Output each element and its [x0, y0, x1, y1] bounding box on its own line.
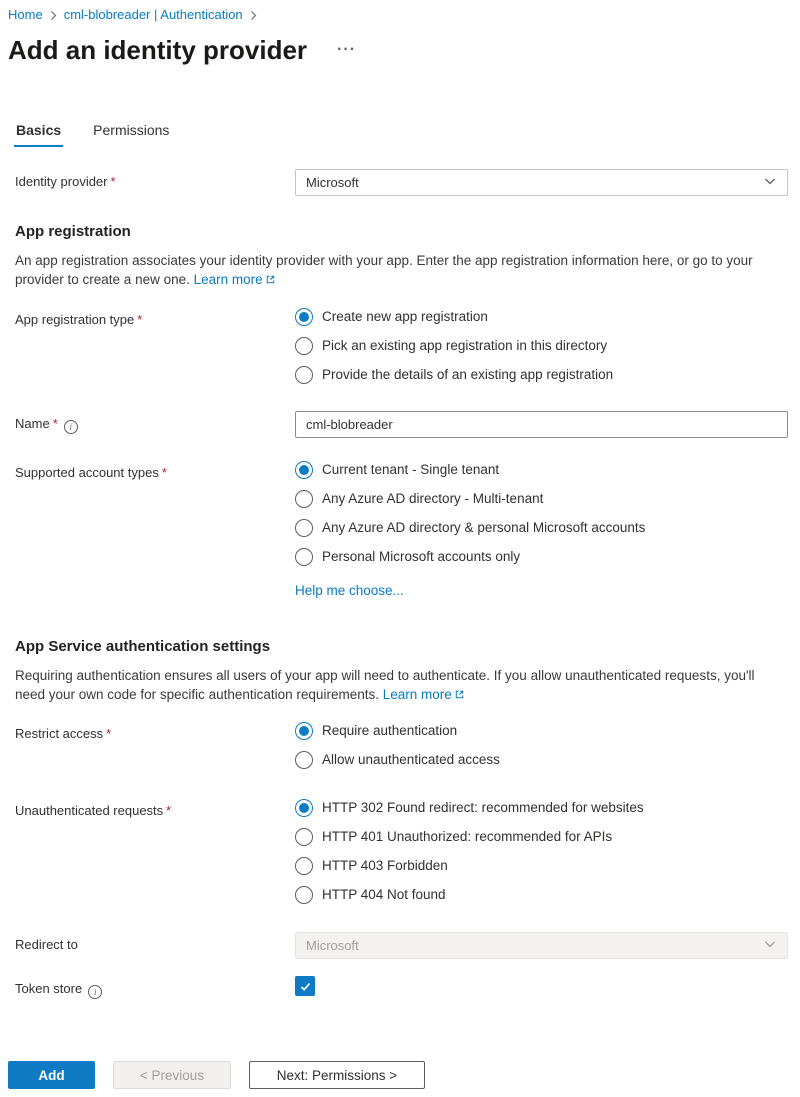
name-label: Name * i [15, 411, 295, 434]
radio-unselected-icon [295, 548, 313, 566]
radio-any-azuread-and-personal[interactable]: Any Azure AD directory & personal Microsoft accounts [295, 518, 788, 537]
required-asterisk: * [52, 416, 58, 431]
radio-allow-unauthenticated[interactable]: Allow unauthenticated access [295, 750, 788, 769]
section-heading-auth-settings: App Service authentication settings [15, 638, 271, 655]
unauthenticated-requests-radio-group [295, 798, 788, 914]
chevron-right-icon [249, 10, 258, 21]
redirect-to-select [295, 932, 788, 959]
unauthenticated-requests-label: Unauthenticated requests * [15, 803, 172, 818]
next-permissions-button[interactable]: Next: Permissions > [249, 1061, 425, 1089]
section-heading-app-registration: App registration [15, 223, 131, 240]
radio-provide-details-existing-app[interactable]: Provide the details of an existing app registration [295, 365, 788, 384]
redirect-to-label: Redirect to [15, 937, 78, 952]
supported-account-types-label: Supported account types * [15, 465, 167, 480]
token-store-label: Token storei [15, 976, 295, 999]
radio-unselected-icon [295, 366, 313, 384]
breadcrumb-link-home[interactable]: Home [8, 7, 43, 22]
radio-create-new-app-registration[interactable]: Create new app registration [295, 307, 788, 326]
radio-unselected-icon [295, 519, 313, 537]
breadcrumb [8, 0, 788, 22]
required-asterisk: * [161, 465, 167, 480]
radio-selected-icon [295, 722, 313, 740]
more-options-button[interactable]: ··· [337, 41, 357, 58]
identity-provider-select[interactable] [295, 169, 788, 196]
field-unauthenticated-requests [15, 798, 788, 914]
field-redirect-to [15, 932, 788, 959]
supported-account-types-radio-group [295, 460, 788, 576]
identity-provider-label: Identity provider * [15, 174, 116, 189]
learn-more-link[interactable]: Learn more [382, 687, 452, 702]
radio-selected-icon [295, 308, 313, 326]
radio-http-302[interactable]: HTTP 302 Found redirect: recommended for websites [295, 798, 788, 817]
radio-unselected-icon [295, 490, 313, 508]
tab-permissions[interactable]: Permissions [93, 122, 170, 138]
chevron-right-icon [49, 10, 58, 21]
radio-unselected-icon [295, 828, 313, 846]
radio-http-401[interactable]: HTTP 401 Unauthorized: recommended for APIs [295, 827, 788, 846]
app-registration-type-radio-group [295, 307, 788, 394]
field-token-store [15, 976, 788, 999]
field-identity-provider [15, 169, 788, 196]
chevron-down-icon [763, 174, 777, 191]
radio-require-authentication[interactable]: Require authentication [295, 721, 788, 740]
app-registration-description: An app registration associates your identity provider with your app. Enter the app registration information here, or go to your provider to create a new one. Learn more [15, 251, 788, 290]
field-supported-account-types [15, 460, 788, 598]
required-asterisk: * [106, 726, 112, 741]
external-link-icon [265, 271, 276, 290]
page-title: Add an identity provider [8, 35, 308, 65]
name-input-value: cml-blobreader [306, 417, 393, 432]
field-app-registration-type [15, 307, 788, 394]
info-icon[interactable] [88, 985, 102, 999]
radio-any-azuread-multitenant[interactable]: Any Azure AD directory - Multi-tenant [295, 489, 788, 508]
radio-selected-icon [295, 799, 313, 817]
redirect-to-value: Microsoft [306, 938, 359, 953]
info-icon[interactable] [64, 420, 78, 434]
radio-unselected-icon [295, 751, 313, 769]
help-me-choose-link[interactable]: Help me choose... [295, 583, 404, 598]
learn-more-link[interactable]: Learn more [193, 272, 263, 287]
name-input[interactable] [295, 411, 788, 438]
add-button[interactable]: Add [8, 1061, 95, 1089]
required-asterisk: * [137, 312, 143, 327]
required-asterisk: * [110, 174, 116, 189]
footer-button-bar [8, 1061, 425, 1089]
token-store-checkbox[interactable] [295, 976, 315, 996]
previous-button[interactable]: < Previous [113, 1061, 231, 1089]
required-asterisk: * [166, 803, 172, 818]
chevron-down-icon [763, 937, 777, 954]
radio-http-404[interactable]: HTTP 404 Not found [295, 885, 788, 904]
restrict-access-radio-group [295, 721, 788, 779]
app-registration-type-label: App registration type * [15, 312, 143, 327]
radio-selected-icon [295, 461, 313, 479]
radio-http-403[interactable]: HTTP 403 Forbidden [295, 856, 788, 875]
checkmark-icon [299, 980, 312, 993]
radio-unselected-icon [295, 337, 313, 355]
auth-settings-description: Requiring authentication ensures all users of your app will need to authenticate. If you allow unauthenticated requests, you'll need your own code for specific authentication requirements. Learn more [15, 666, 788, 705]
breadcrumb-link-authentication[interactable]: cml-blobreader | Authentication [63, 7, 243, 22]
radio-personal-microsoft-only[interactable]: Personal Microsoft accounts only [295, 547, 788, 566]
radio-unselected-icon [295, 886, 313, 904]
radio-pick-existing-app-registration[interactable]: Pick an existing app registration in this directory [295, 336, 788, 355]
restrict-access-label: Restrict access * [15, 726, 112, 741]
identity-provider-value: Microsoft [306, 175, 359, 190]
external-link-icon [454, 686, 465, 705]
field-restrict-access [15, 721, 788, 779]
radio-current-tenant-single[interactable]: Current tenant - Single tenant [295, 460, 788, 479]
field-name [15, 411, 788, 438]
tab-bar [14, 122, 788, 148]
radio-unselected-icon [295, 857, 313, 875]
tab-basics[interactable]: Basics [14, 122, 63, 147]
